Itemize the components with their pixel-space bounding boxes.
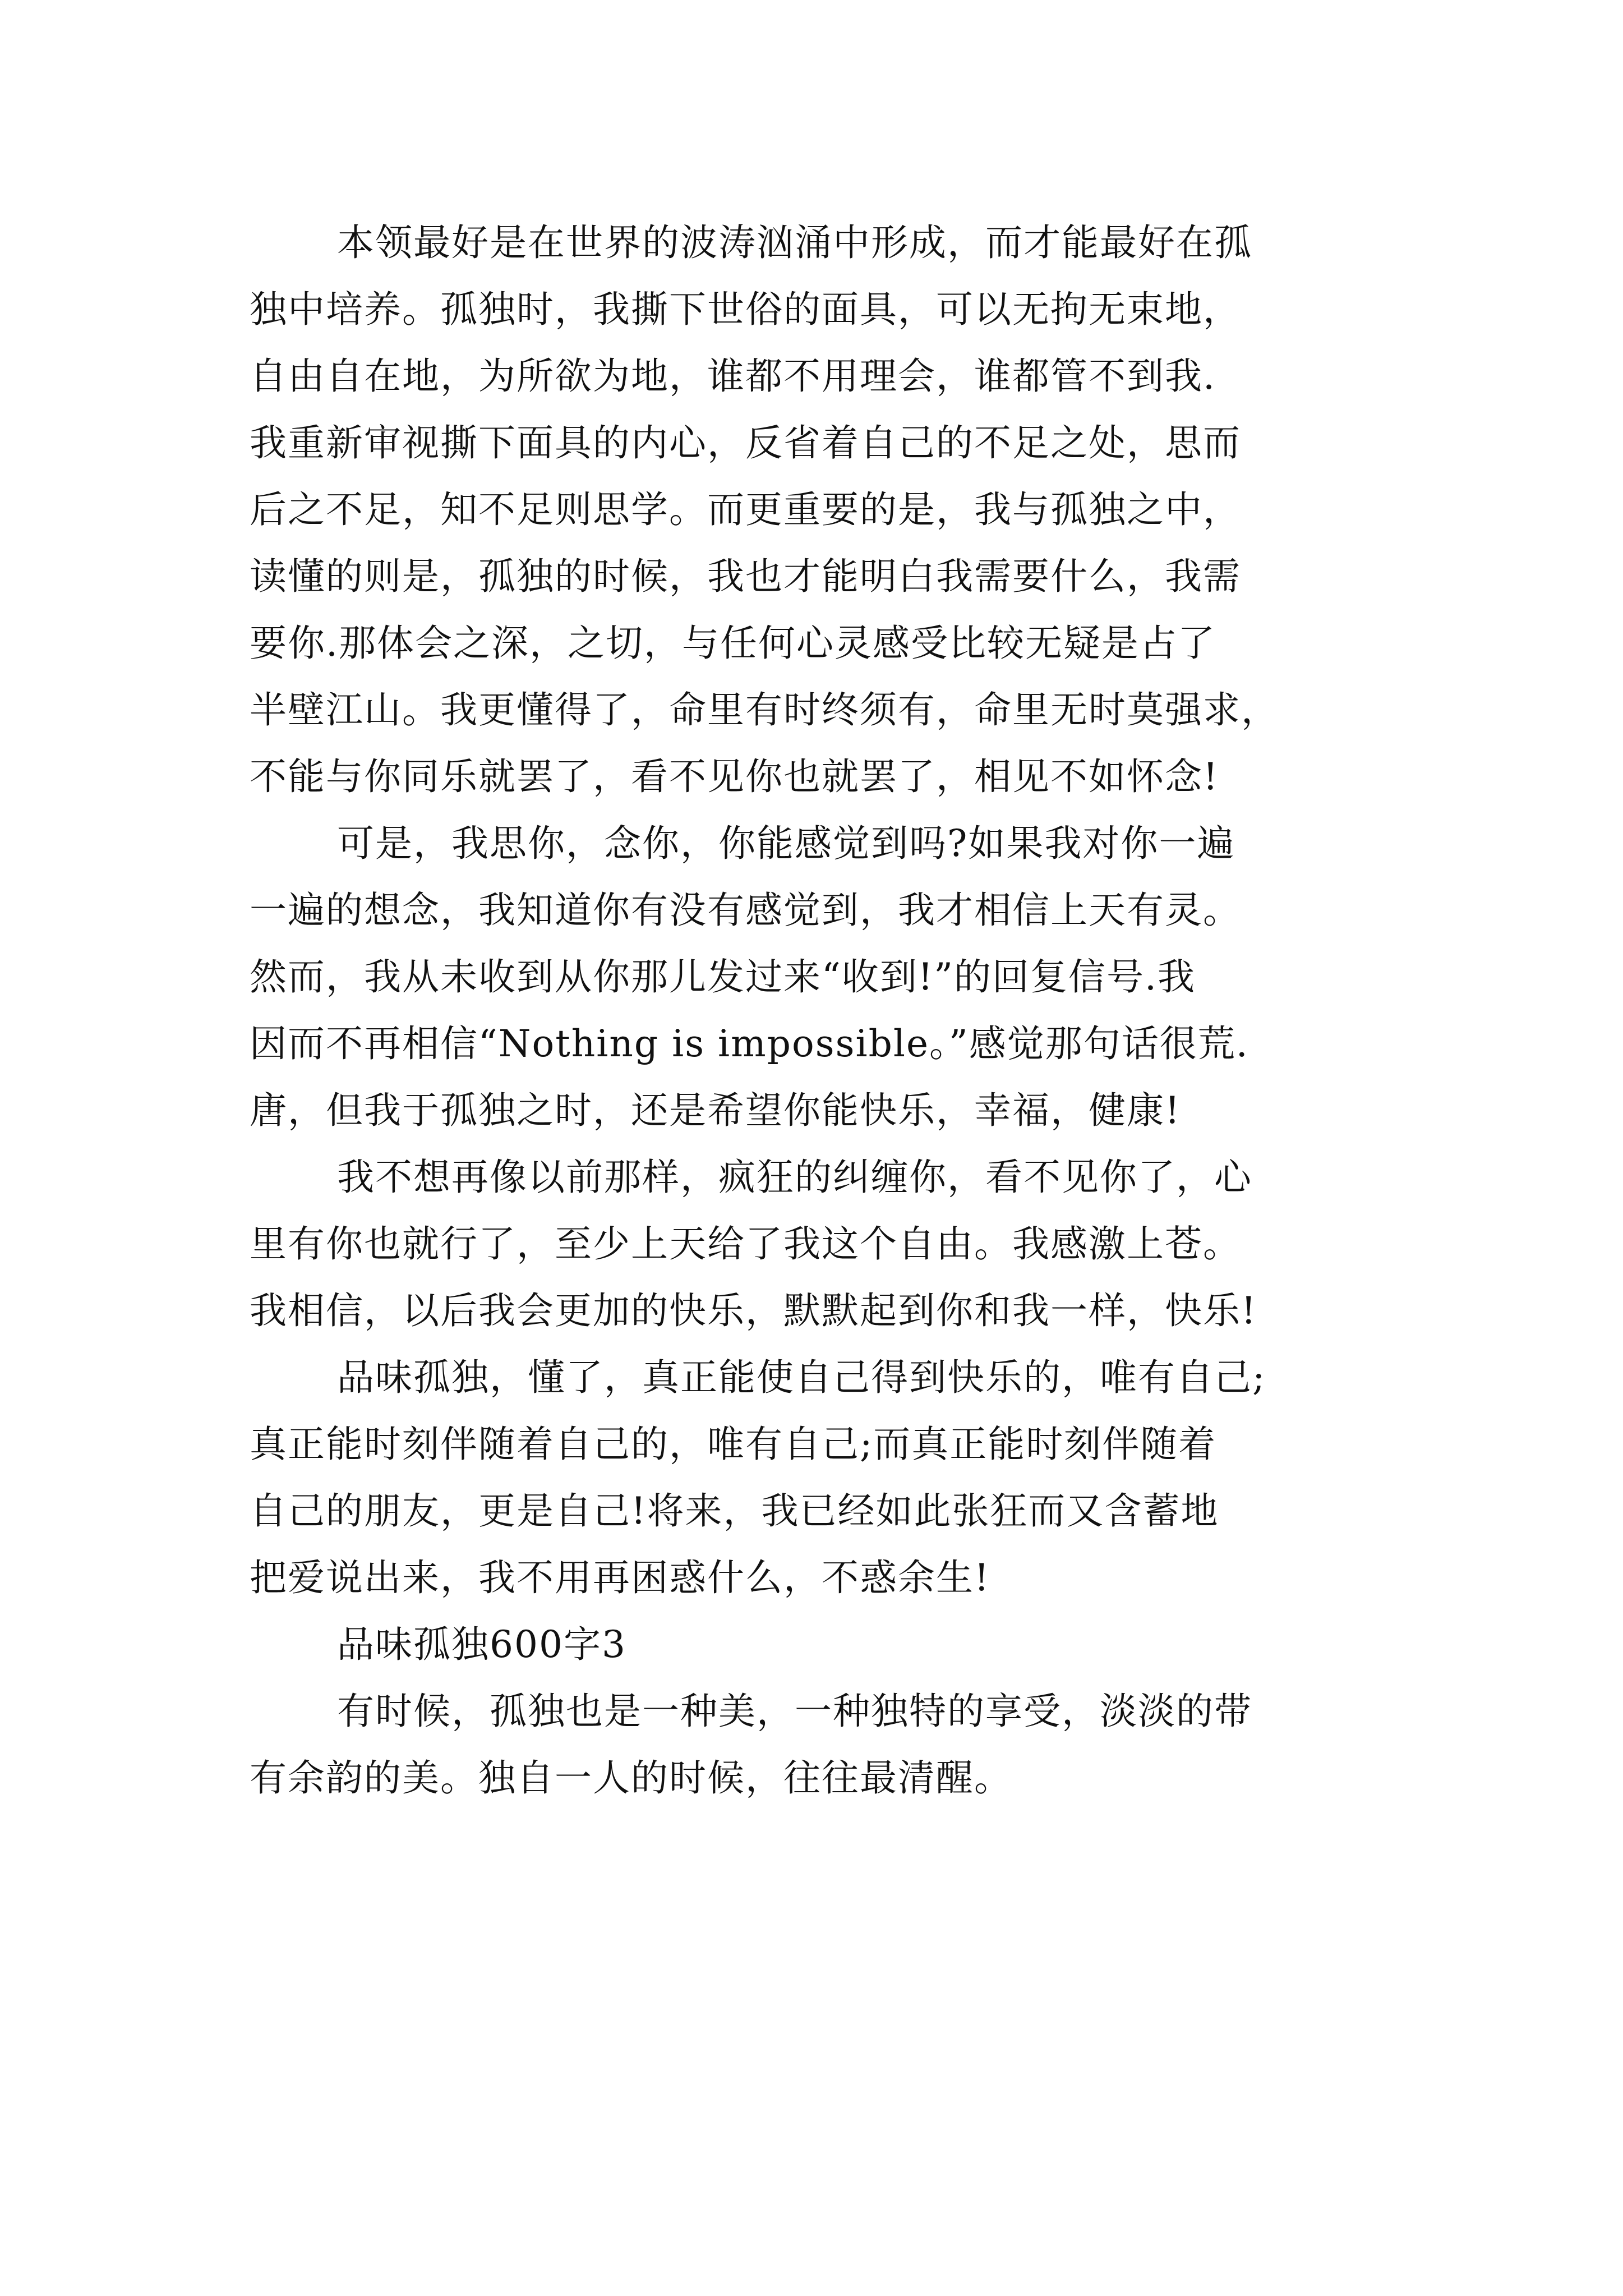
- paragraph-line: 真正能时刻伴随着自己的，唯有自己;而真正能时刻伴随着: [250, 1423, 1217, 1466]
- paragraph-line: 独中培养。孤独时，我撕下世俗的面具，可以无拘无束地，: [250, 288, 1241, 331]
- paragraph-line: 里有你也就行了，至少上天给了我这个自由。我感激上苍。: [250, 1222, 1241, 1266]
- paragraph-line: 自由自在地，为所欲为地，谁都不用理会，谁都管不到我.: [250, 355, 1216, 398]
- paragraph-line: 要你.那体会之深，之切，与任何心灵感受比较无疑是占了: [250, 622, 1216, 665]
- paragraph-line: 可是，我思你，念你，你能感觉到吗?如果我对你一遍: [337, 822, 1235, 865]
- paragraph-line: 有时候，孤独也是一种美，一种独特的享受，淡淡的带: [337, 1690, 1252, 1733]
- paragraph-line: 唐，但我于孤独之时，还是希望你能快乐，幸福，健康!: [250, 1089, 1181, 1132]
- paragraph-line: 我不想再像以前那样，疯狂的纠缠你，看不见你了，心: [337, 1156, 1252, 1199]
- paragraph-line: 读懂的则是，孤独的时候，我也才能明白我需要什么，我需: [250, 555, 1241, 598]
- paragraph-line: 把爱说出来，我不用再困惑什么，不惑余生!: [250, 1556, 990, 1599]
- paragraph-line: 不能与你同乐就罢了，看不见你也就罢了，相见不如怀念!: [250, 755, 1219, 798]
- paragraph-line: 半壁江山。我更懂得了，命里有时终须有，命里无时莫强求，: [250, 688, 1279, 731]
- paragraph-line: 我重新审视撕下面具的内心，反省着自己的不足之处，思而: [250, 421, 1241, 464]
- paragraph-line: 品味孤独，懂了，真正能使自己得到快乐的，唯有自己;: [337, 1356, 1266, 1399]
- paragraph-line: 后之不足，知不足则思学。而更重要的是，我与孤独之中，: [250, 488, 1241, 531]
- paragraph-line: 然而，我从未收到从你那儿发过来“收到!”的回复信号.我: [250, 955, 1196, 999]
- paragraph-line: 一遍的想念，我知道你有没有感觉到，我才相信上天有灵。: [250, 889, 1241, 932]
- paragraph-line: 自己的朋友，更是自己!将来，我已经如此张狂而又含蓄地: [250, 1489, 1219, 1533]
- section-heading: 品味孤独600字3: [337, 1623, 626, 1666]
- paragraph-line: 本领最好是在世界的波涛汹涌中形成，而才能最好在孤: [337, 221, 1252, 264]
- paragraph-line: 我相信，以后我会更加的快乐，默默起到你和我一样，快乐!: [250, 1289, 1257, 1332]
- paragraph-line: 因而不再相信“Nothing is impossible。”感觉那句话很荒.: [250, 1022, 1249, 1065]
- paragraph-line: 有余韵的美。独自一人的时候，往往最清醒。: [250, 1756, 1012, 1800]
